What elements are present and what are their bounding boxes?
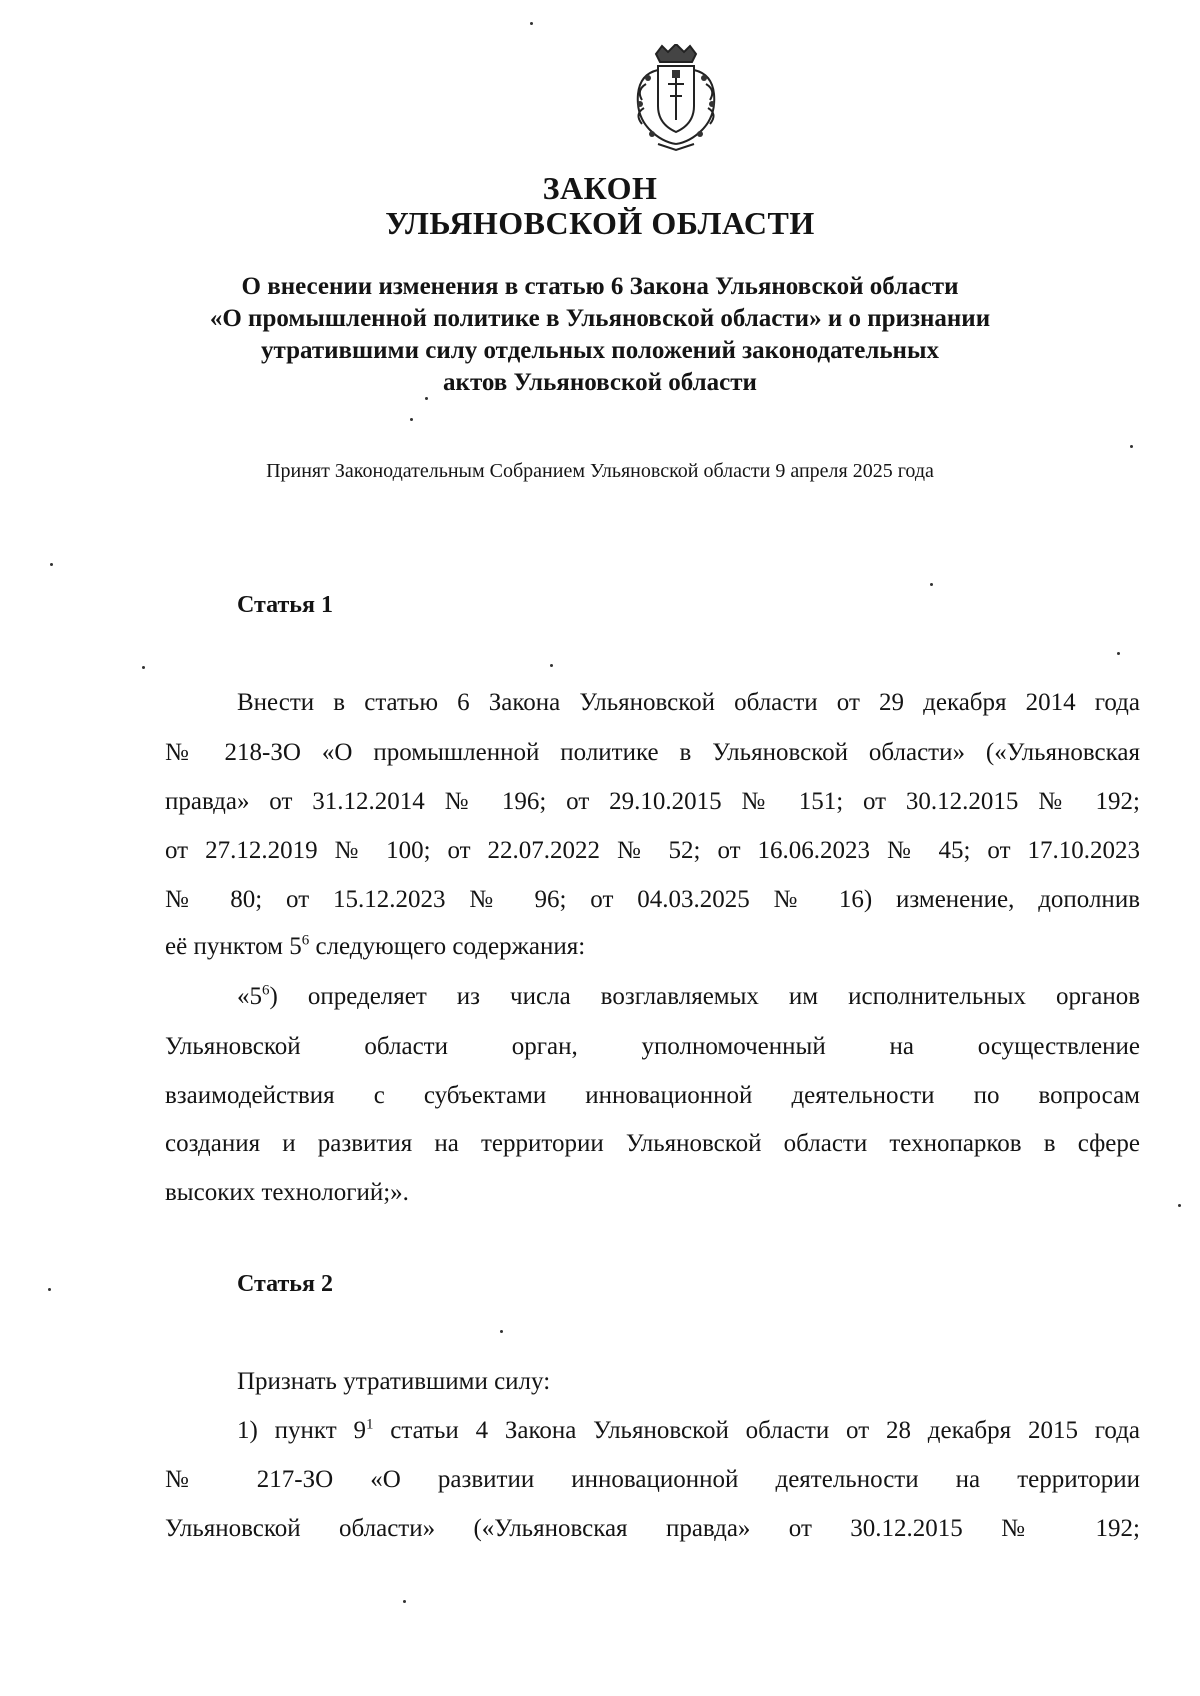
superscript: 6 [301,932,310,949]
superscript: 6 [262,982,270,999]
law-title: ЗАКОН [542,170,658,206]
article-2-title: Статья 2 [237,1271,333,1297]
scan-speck [410,418,413,421]
coat-of-arms-emblem [628,44,724,154]
quoted-item-line: высоких технологий;». [165,1179,409,1206]
scan-speck [1130,445,1133,448]
article-1-line: № 80; от 15.12.2023 № 96; от 04.03.2025 № 16) изменение, дополнив [165,886,1140,913]
article-2-line [237,1414,1140,1448]
article-1-line [165,930,1140,964]
quoted-item-line: создания и развития на территории Ульяновской области технопарков в сфере [165,1130,1140,1157]
scan-speck [48,1288,51,1291]
quoted-item-line [237,980,1140,1014]
article-2-line: Ульяновской области» («Ульяновская правда» от 30.12.2015 № 192; [165,1515,1140,1542]
article-2-line: № 217-ЗО «О развитии инновационной деятельности на территории [165,1466,1140,1493]
scan-speck [50,563,53,566]
article-2-line: Признать утратившими силу: [237,1368,551,1395]
subtitle-line: О внесении изменения в статью 6 Закона Ульяновской области [241,273,959,300]
scan-speck [425,397,428,400]
scan-speck [500,1330,503,1333]
scan-speck [930,583,933,586]
law-region-title: УЛЬЯНОВСКОЙ ОБЛАСТИ [385,205,815,241]
scan-speck [142,666,145,669]
article-1-title: Статья 1 [237,592,333,618]
scan-speck [403,1600,406,1603]
law-subtitle [150,271,1050,399]
quoted-item-line: взаимодействия с субъектами инновационной деятельности по вопросам [165,1082,1140,1109]
line-text: её пунктом 5 [165,933,302,960]
scan-speck [1117,652,1120,655]
subtitle-line: утратившими силу отдельных положений законодательных [261,337,939,364]
line-text: следующего содержания: [309,933,586,960]
scan-speck [530,22,533,25]
adoption-note: Принят Законодательным Собранием Ульяновской области 9 апреля 2025 года [266,460,934,482]
scan-speck [550,664,553,667]
subtitle-line: актов Ульяновской области [443,369,757,396]
article-1-line: от 27.12.2019 № 100; от 22.07.2022 № 52; от 16.06.2023 № 45; от 17.10.2023 [165,837,1140,864]
quoted-item-line: Ульяновской области орган, уполномоченный на осуществление [165,1033,1140,1060]
line-text: статьи 4 Закона Ульяновской области от 28 декабря 2015 года [373,1417,1141,1444]
subtitle-line: «О промышленной политике в Ульяновской области» и о признании [209,305,991,332]
superscript: 1 [365,1416,374,1433]
article-1-line: № 218-ЗО «О промышленной политике в Ульяновской области» («Ульяновская [165,739,1140,766]
article-1-line: правда» от 31.12.2014 № 196; от 29.10.2015 № 151; от 30.12.2015 № 192; [165,788,1140,815]
line-text: «5 [237,983,262,1010]
article-1-line: Внести в статью 6 Закона Ульяновской области от 29 декабря 2014 года [237,689,1140,716]
scan-speck [1178,1204,1181,1207]
line-text: 1) пункт 9 [237,1417,366,1444]
line-text: ) определяет из числа возглавляемых им исполнительных органов [269,983,1140,1010]
